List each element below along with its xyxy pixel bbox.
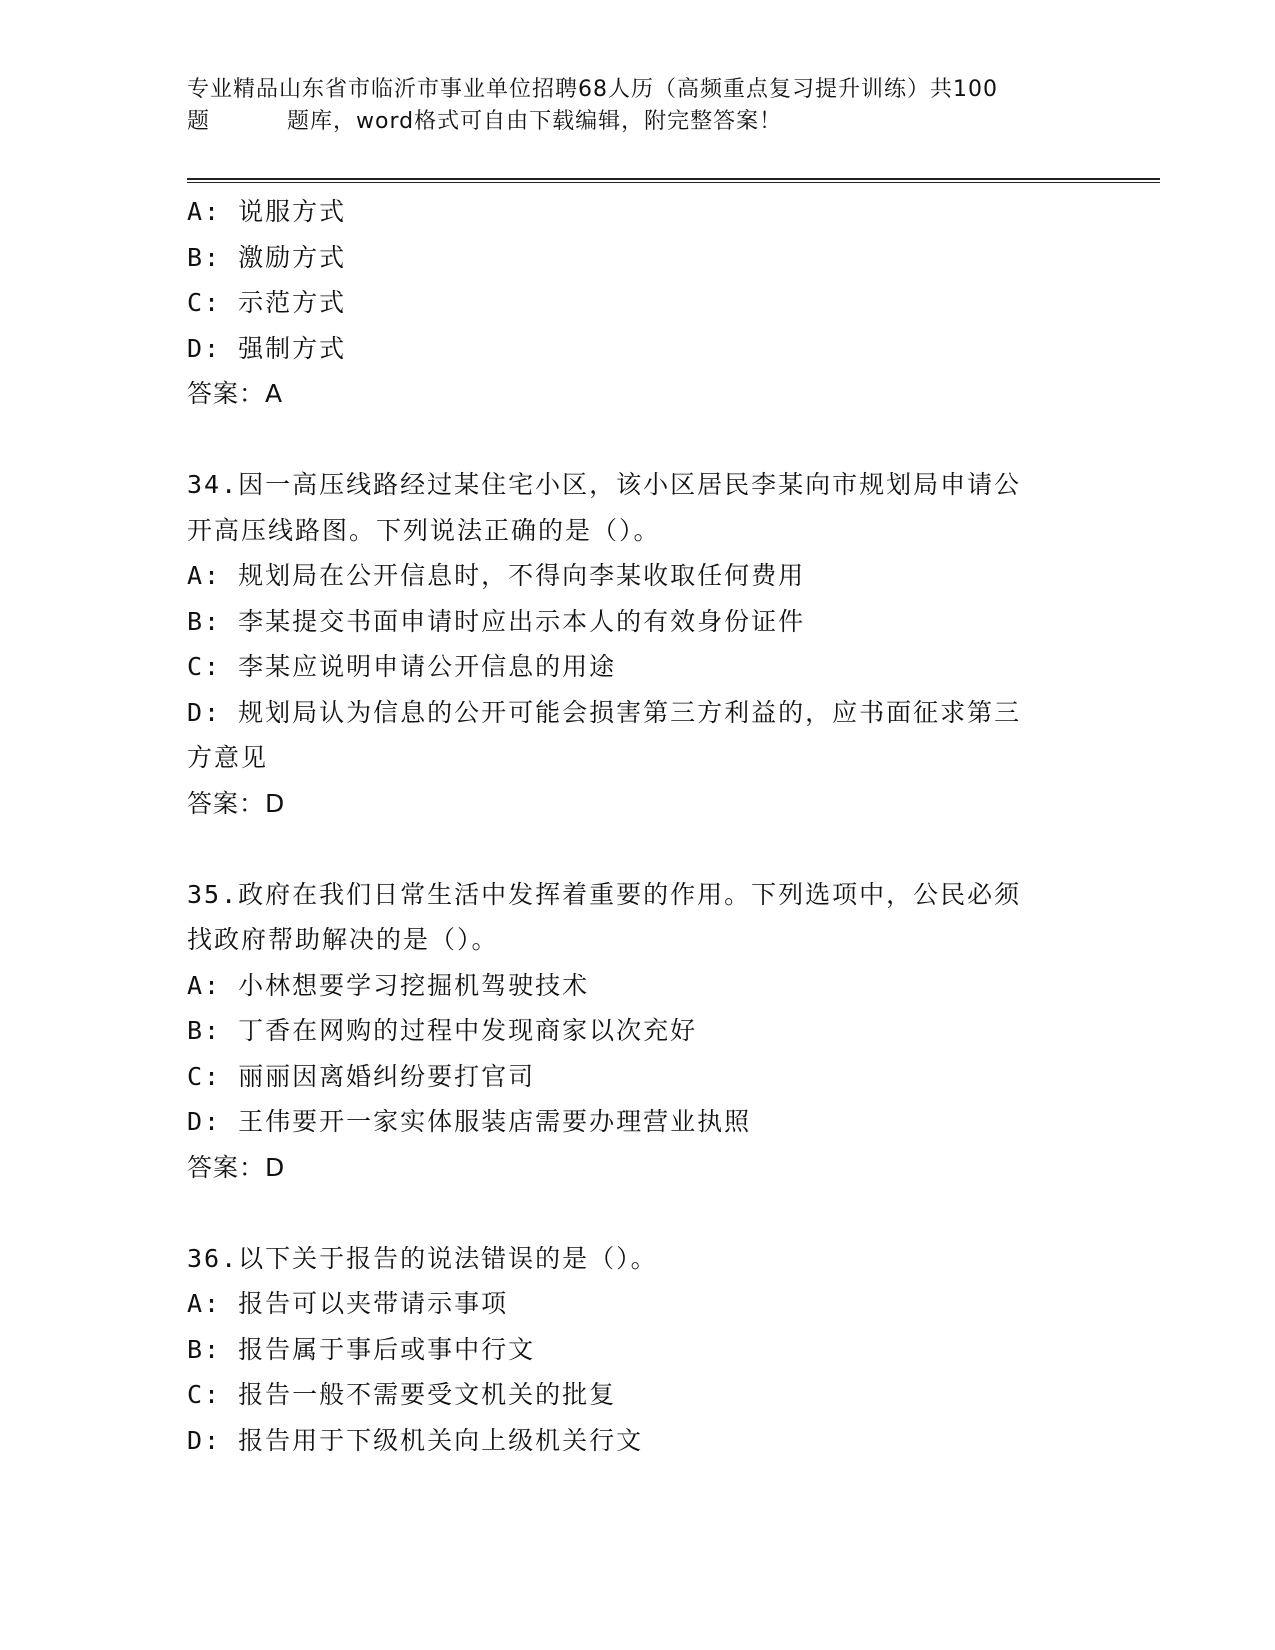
- q36-option-c: C: 报告一般不需要受文机关的批复: [187, 1380, 617, 1409]
- q35-option-d: D: 王伟要开一家实体服装店需要办理营业执照: [187, 1107, 752, 1136]
- spacer: [187, 826, 1087, 872]
- header-title-line1: 专业精品山东省市临沂市事业单位招聘68人历（高频重点复习提升训练）共100: [187, 77, 998, 102]
- header-divider: [187, 178, 1160, 183]
- q33-answer: 答案：A: [187, 379, 284, 408]
- q35-option-b: B: 丁香在网购的过程中发现商家以次充好: [187, 1016, 698, 1045]
- q34-option-d-cont: 方意见: [187, 743, 269, 772]
- q34-stem-line1: 34.因一高压线路经过某住宅小区，该小区居民李某向市规划局申请公: [187, 470, 1022, 499]
- q35-stem-line2: 找政府帮助解决的是（）。: [187, 925, 499, 954]
- q35-option-a: A: 小林想要学习挖掘机驾驶技术: [187, 970, 590, 1000]
- header-title-line2-lead: 题: [187, 109, 211, 134]
- q36-option-d: D: 报告用于下级机关向上级机关行文: [187, 1425, 644, 1455]
- q35-option-c: C: 丽丽因离婚纠纷要打官司: [187, 1061, 536, 1091]
- question-content: [187, 189, 1087, 1463]
- q34-answer: 答案：D: [187, 788, 286, 818]
- q34-option-d: D: 规划局认为信息的公开可能会损害第三方利益的，应书面征求第三: [187, 697, 1022, 727]
- document-header: [187, 74, 1067, 138]
- q34-option-a: A: 规划局在公开信息时，不得向李某收取任何费用: [187, 561, 806, 590]
- spacer: [187, 417, 1087, 463]
- header-title-line2: [187, 106, 1067, 138]
- q36-stem-line1: 36.以下关于报告的说法错误的是（）。: [187, 1243, 658, 1273]
- q33-option-c: C: 示范方式: [187, 288, 347, 317]
- q33-option-b: B: 激励方式: [187, 242, 347, 272]
- spacer: [187, 1190, 1087, 1236]
- q33-option-a: A: 说服方式: [187, 197, 347, 226]
- q35-answer: 答案：D: [187, 1152, 286, 1182]
- q34-option-b: B: 李某提交书面申请时应出示本人的有效身份证件: [187, 606, 806, 636]
- q36-option-a: A: 报告可以夹带请示事项: [187, 1289, 509, 1318]
- q33-option-d: D: 强制方式: [187, 333, 347, 363]
- header-title-line2-rest: 题库，word格式可自由下载编辑，附完整答案！: [287, 109, 783, 134]
- q34-option-c: C: 李某应说明申请公开信息的用途: [187, 652, 617, 681]
- q34-stem-line2: 开高压线路图。下列说法正确的是（）。: [187, 515, 661, 545]
- q35-stem-line1: 35.政府在我们日常生活中发挥着重要的作用。下列选项中，公民必须: [187, 879, 1022, 909]
- q36-option-b: B: 报告属于事后或事中行文: [187, 1334, 536, 1364]
